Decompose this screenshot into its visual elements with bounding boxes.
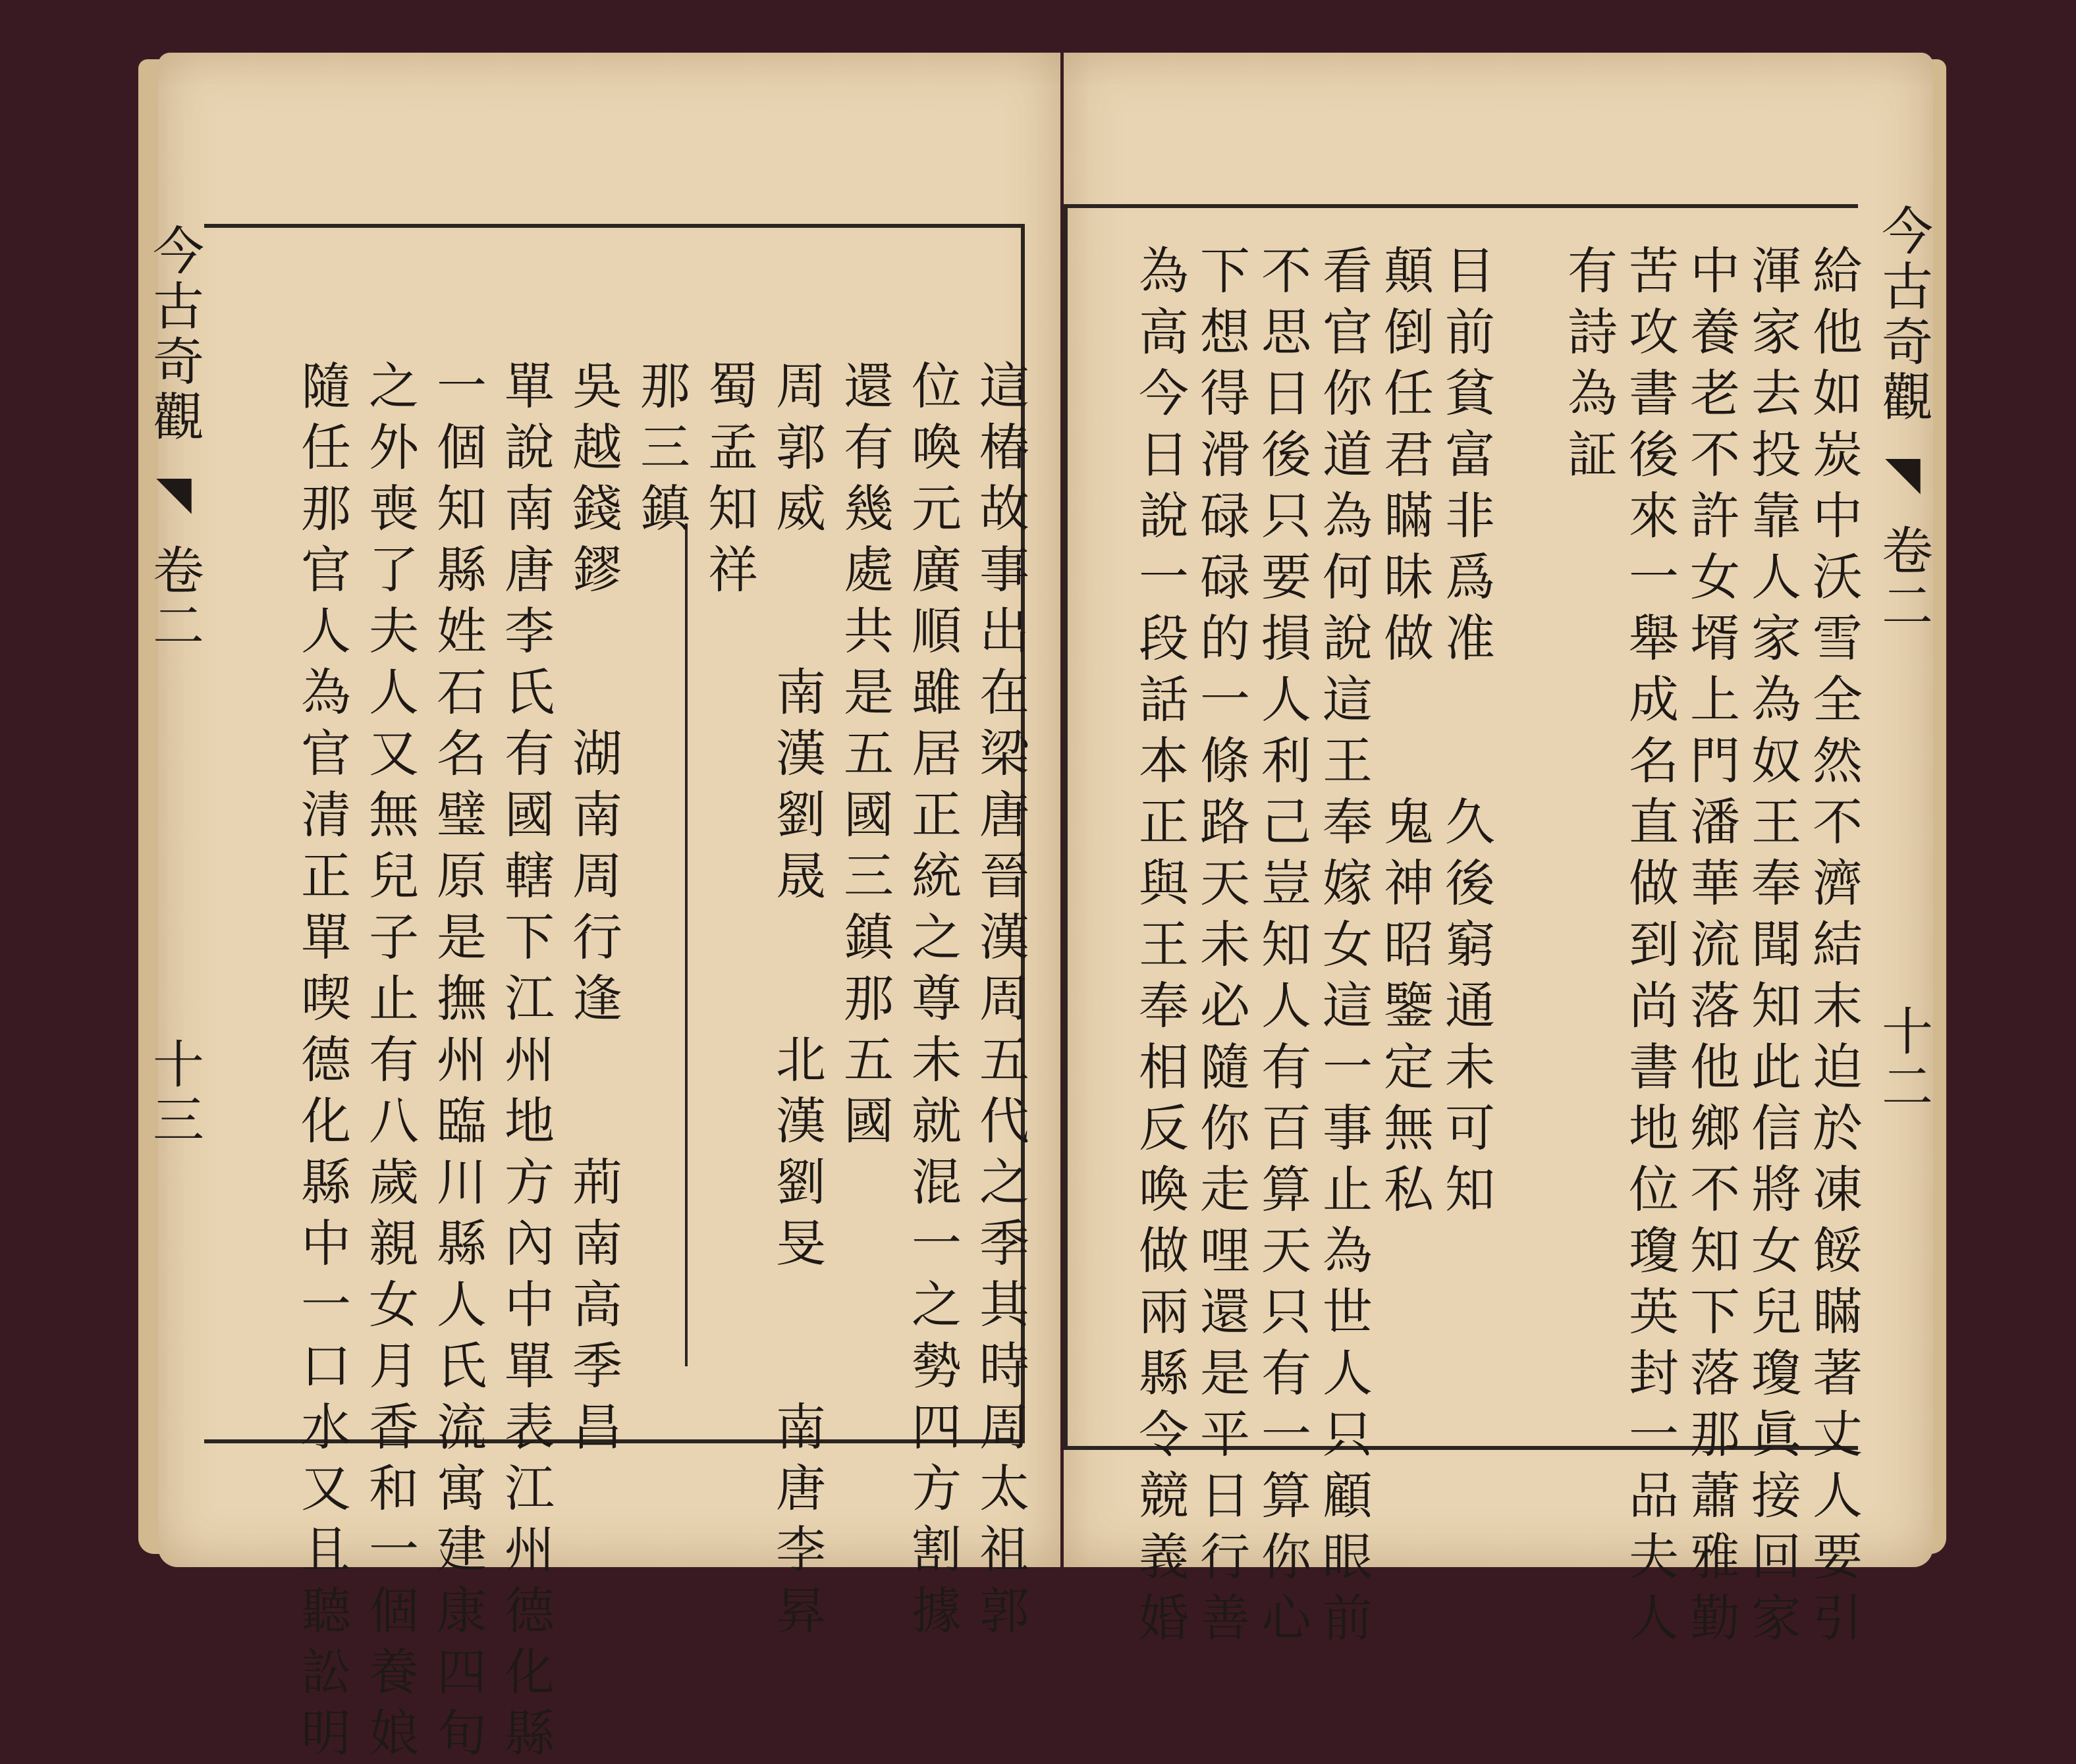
- text-column: 渾 家 去 投 靠 人 家 為 奴 王 奉 聞 知 此 信 將 女 兒 瓊 眞 接 回 家: [1751, 242, 1801, 1647]
- left-banner-folio: 十三: [144, 1037, 204, 1148]
- left-page-banner: [144, 224, 211, 1148]
- text-column: 隨 任 那 官 人 為 官 清 正 單 喫 德 化 縣 中 一 口 水 又 且 聽 訟 明: [301, 357, 351, 1763]
- text-column: 有 詩 為 証: [1568, 242, 1618, 484]
- text-column: 周 郭 威 南 漢 劉 晟 北 漢 劉 旻 南 唐 李 昪: [776, 357, 826, 1640]
- right-banner-book-title: 今古奇觀: [1873, 204, 1932, 425]
- text-column: 苦 攻 書 後 來 一 舉 成 名 直 做 到 尚 書 地 位 瓊 英 封 一 品 夫 人: [1629, 242, 1679, 1647]
- right-banner-volume: 卷二: [1873, 523, 1932, 635]
- text-column: 位 喚 元 廣 順 雖 居 正 統 之 尊 未 就 混 一 之 勢 四 方 割 據: [912, 357, 962, 1640]
- text-column: 顛 倒 任 君 瞞 昧 做 鬼 神 昭 鑒 定 無 私: [1384, 242, 1434, 1219]
- left-banner-book-title: 今古奇觀: [144, 224, 204, 445]
- text-column: 一 個 知 縣 姓 石 名 璧 原 是 撫 州 臨 川 縣 人 氏 流 寓 建 康 四 旬: [437, 357, 487, 1763]
- text-column: 蜀 孟 知 祥: [708, 357, 758, 599]
- text-column: 還 有 幾 處 共 是 五 國 三 鎮 那 五 國: [844, 357, 894, 1150]
- text-column: 看 官 你 道 為 何 說 這 王 奉 嫁 女 這 一 事 止 為 世 人 只 顧 眼 前: [1323, 242, 1373, 1647]
- left-inner-rule: [685, 523, 688, 1366]
- text-column: 下 想 得 滑 碌 碌 的 一 條 路 天 未 必 隨 你 走 哩 還 是 平 日 行 善: [1200, 242, 1250, 1647]
- fishtail-ornament: ◥: [147, 465, 201, 523]
- text-column: 給 他 如 炭 中 沃 雪 全 然 不 濟 結 末 迫 於 凍 餒 瞞 著 丈 人 要 引: [1813, 242, 1863, 1647]
- text-column: 那 三 鎮: [640, 357, 690, 538]
- right-banner-folio: 十二: [1873, 1004, 1932, 1115]
- text-column: 為 高 今 日 說 一 段 話 本 正 與 王 奉 相 反 喚 做 兩 縣 令 競 義 婚: [1139, 242, 1189, 1647]
- text-column: 中 養 老 不 許 女 壻 上 門 潘 華 流 落 他 鄉 不 知 下 落 那 蕭 雅 勤: [1690, 242, 1740, 1647]
- text-column: 不 思 日 後 只 要 損 人 利 己 豈 知 人 有 百 算 天 只 有 一 算 你 心: [1261, 242, 1311, 1647]
- text-column: 目 前 貧 富 非 爲 准 久 後 窮 通 未 可 知: [1445, 242, 1495, 1219]
- text-column: 之 外 喪 了 夫 人 又 無 兒 子 止 有 八 歲 親 女 月 香 和 一 個 養 娘: [369, 357, 419, 1763]
- left-banner-volume: 卷二: [144, 543, 204, 655]
- text-column: 單 說 南 唐 李 氏 有 國 轄 下 江 州 地 方 內 中 單 表 江 州 德 化 縣: [505, 357, 555, 1763]
- right-page-banner: [1873, 204, 1940, 1115]
- fishtail-ornament: ◥: [1876, 445, 1930, 504]
- text-column: 這 椿 故 事 出 在 梁 唐 晉 漢 周 五 代 之 季 其 時 周 太 祖 郭: [979, 357, 1029, 1640]
- text-column: 吳 越 錢 鏐 湖 南 周 行 逢 荊 南 高 季 昌: [572, 357, 622, 1457]
